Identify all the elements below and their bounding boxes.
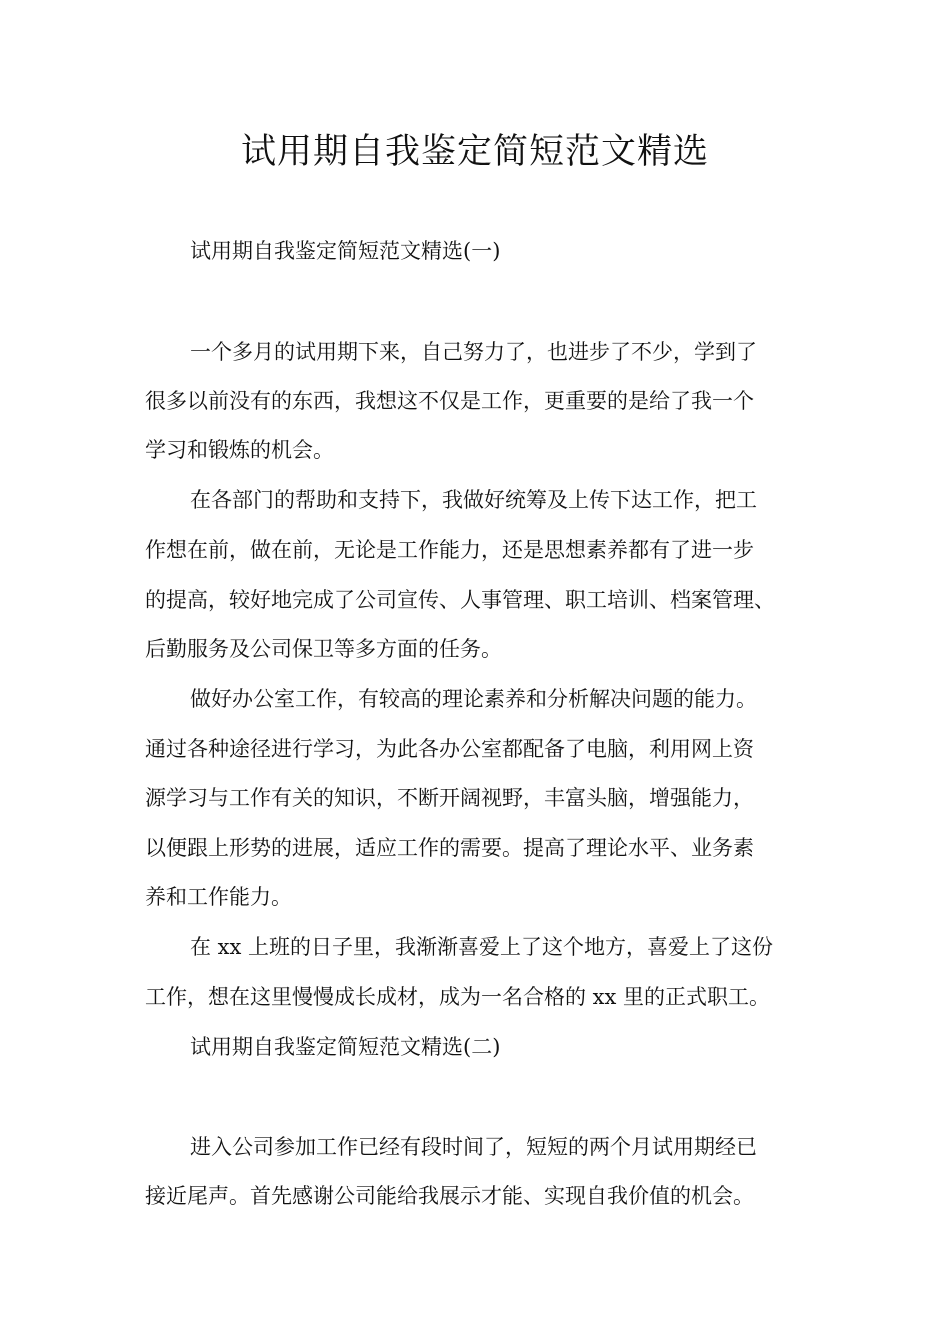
section-heading-1: 试用期自我鉴定简短范文精选(一) xyxy=(190,239,501,263)
paragraph-line: 作想在前，做在前，无论是工作能力，还是思想素养都有了进一步 xyxy=(145,538,754,562)
paragraph-line: 做好办公室工作，有较高的理论素养和分析解决问题的能力。 xyxy=(190,687,757,711)
paragraph-line: 工作，想在这里慢慢成长成材，成为一名合格的 xx 里的正式职工。 xyxy=(145,985,771,1009)
paragraph-line: 一个多月的试用期下来，自己努力了，也进步了不少，学到了 xyxy=(190,340,757,364)
paragraph-line: 以便跟上形势的进展，适应工作的需要。提高了理论水平、业务素 xyxy=(145,836,754,860)
paragraph-line: 学习和锻炼的机会。 xyxy=(145,438,334,462)
paragraph-line: 源学习与工作有关的知识，不断开阔视野，丰富头脑，增强能力， xyxy=(145,786,754,810)
paragraph-line: 接近尾声。首先感谢公司能给我展示才能、实现自我价值的机会。 xyxy=(145,1184,754,1208)
paragraph-line: 的提高，较好地完成了公司宣传、人事管理、职工培训、档案管理、 xyxy=(145,588,775,612)
paragraph-line: 在 xx 上班的日子里，我渐渐喜爱上了这个地方，喜爱上了这份 xyxy=(190,935,774,959)
paragraph-line: 后勤服务及公司保卫等多方面的任务。 xyxy=(145,637,502,661)
section-heading-2: 试用期自我鉴定简短范文精选(二) xyxy=(190,1035,501,1059)
paragraph-line: 在各部门的帮助和支持下，我做好统筹及上传下达工作，把工 xyxy=(190,488,757,512)
paragraph-line: 通过各种途径进行学习，为此各办公室都配备了电脑，利用网上资 xyxy=(145,737,754,761)
paragraph-line: 很多以前没有的东西，我想这不仅是工作，更重要的是给了我一个 xyxy=(145,389,754,413)
paragraph-line: 进入公司参加工作已经有段时间了，短短的两个月试用期经已 xyxy=(190,1135,757,1159)
document-title: 试用期自我鉴定简短范文精选 xyxy=(240,132,709,172)
paragraph-line: 养和工作能力。 xyxy=(145,885,292,909)
